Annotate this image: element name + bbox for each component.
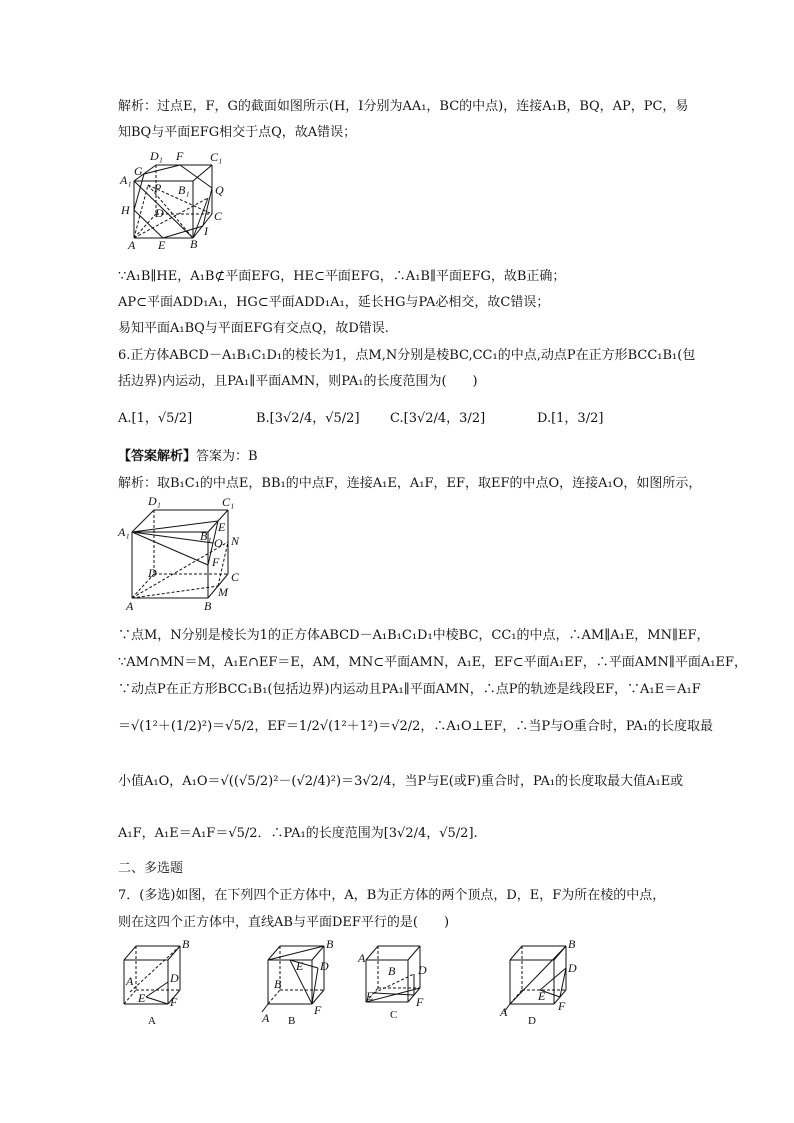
- q6-option-a: A.[1，√5/2]: [118, 411, 193, 426]
- svg-text:B: B: [182, 937, 190, 951]
- answer-text: 答案为：B: [196, 449, 258, 464]
- svg-text:D: D: [418, 963, 427, 977]
- q6-sol-line-1: 解析：取B₁C₁的中点E，BB₁的中点F，连接A₁E，A₁F，EF，取EF的中点O，连接A₁O，如图所示，: [118, 476, 702, 491]
- q6-sol-line-2: ∵点M，N分别是棱长为1的正方体ABCD－A₁B₁C₁D₁中棱BC，CC₁的中点，∴AM∥A₁E，MN∥EF，: [118, 628, 710, 643]
- q5-label: Q: [215, 183, 224, 197]
- q6-label: B₁: [200, 529, 212, 543]
- q7-caption-c: C: [390, 1009, 398, 1021]
- svg-text:B: B: [388, 964, 396, 978]
- q5-label: A₁: [120, 173, 132, 187]
- svg-text:F: F: [558, 999, 566, 1013]
- q5-label: C₁: [210, 150, 223, 164]
- svg-text:B: B: [326, 937, 334, 951]
- q7-cube-b: [262, 937, 334, 1028]
- svg-text:D: D: [170, 971, 179, 985]
- cube-figure-q5: [118, 148, 238, 256]
- q7-cube-c: [356, 940, 426, 1028]
- q6-stem-1: 6.正方体ABCD－A₁B₁C₁D₁的棱长为1，点M,N分别是棱BC,CC₁的中点,动点P在正方形BCC₁B₁(包: [118, 348, 696, 363]
- svg-text:B: B: [568, 937, 576, 951]
- q6-label: M: [218, 585, 228, 599]
- q5-label: D: [155, 206, 164, 220]
- q6-label: D: [148, 566, 157, 580]
- svg-text:E: E: [296, 959, 304, 973]
- svg-text:F: F: [170, 995, 178, 1009]
- q5-label: C: [214, 209, 223, 223]
- svg-text:D: D: [568, 961, 577, 975]
- q6-sol-line-4: ∵动点P在正方形BCC₁B₁(包括边界)内运动且PA₁∥平面AMN，∴点P的轨迹是线段EF，∵A₁E＝A₁F: [118, 682, 701, 697]
- q7-cube-a: [118, 937, 190, 1028]
- q5-label: B: [190, 237, 198, 251]
- q5-label: P: [154, 181, 162, 195]
- q6-label: E: [218, 520, 226, 534]
- q6-sol-line-5: ＝√(1²＋(1/2)²)＝√5/2，EF＝1/2√(1²＋1²)＝√2/2，∴A₁O⊥EF，∴当P与O重合时，PA₁的长度取最: [118, 719, 713, 734]
- svg-text:D: D: [320, 959, 329, 973]
- sol5-line-4: AP⊂平面ADD₁A₁，HG⊂平面ADD₁A₁，延长HG与PA必相交，故C错误；: [118, 295, 550, 310]
- section-title: 二、多选题: [118, 861, 184, 876]
- q6-sol-line-3: ∵AM∩MN＝M，A₁E∩EF＝E，AM，MN⊂平面AMN，A₁E，EF⊂平面A₁EF，∴平面AMN∥平面A₁EF，: [118, 655, 747, 670]
- q5-label: A: [128, 238, 136, 252]
- q6-label: C₁: [222, 495, 235, 509]
- q7-caption-b: B: [288, 1015, 296, 1027]
- q6-label: N: [231, 534, 240, 548]
- q7-caption-a: A: [148, 1015, 156, 1027]
- answer-tag: 【答案解析】: [118, 449, 197, 464]
- q6-sol-line-6: 小值A₁O，A₁O＝√((√5/2)²－(√2/4)²)＝3√2/4，当P与E(或F)重合时，PA₁的长度取最大值A₁E或: [118, 774, 684, 789]
- svg-text:F: F: [416, 995, 424, 1009]
- svg-text:B: B: [274, 977, 282, 991]
- q6-label: D₁: [148, 494, 161, 508]
- cube-figure-q6: [118, 494, 248, 612]
- q5-label: G: [134, 164, 143, 178]
- q7-caption-d: D: [528, 1015, 536, 1027]
- q7-stem-1: 7．(多选)如图，在下列四个正方体中，A，B为正方体的两个顶点，D，E，F为所在棱的中点，: [118, 888, 666, 903]
- sol5-line-2: 知BQ与平面EFG相交于点Q，故A错误；: [118, 125, 357, 140]
- q6-label: A: [126, 599, 134, 613]
- q5-label: F: [176, 149, 184, 163]
- q6-label: O: [214, 536, 223, 550]
- q6-option-b: B.[3√2/4，√5/2]: [256, 411, 360, 426]
- q5-label: E: [158, 238, 166, 252]
- q5-label: D₁: [150, 149, 163, 163]
- q7-stem-2: 则在这四个正方体中，直线AB与平面DEF平行的是( ): [118, 915, 450, 930]
- svg-text:A: A: [262, 1011, 270, 1025]
- q6-label: A₁: [118, 525, 130, 539]
- svg-text:A: A: [500, 1005, 508, 1019]
- sol5-line-1: 解析：过点E，F，G的截面如图所示(H，I分别为AA₁，BC的中点)，连接A₁B，BQ，AP，PC，易: [118, 99, 689, 114]
- q5-label: B₁: [178, 183, 190, 197]
- svg-text:E: E: [138, 991, 146, 1005]
- sol5-line-3: ∵A₁B∥HE，A₁B⊄平面EFG，HE⊂平面EFG，∴A₁B∥平面EFG，故B正确；: [118, 269, 566, 284]
- svg-text:A: A: [358, 951, 366, 965]
- q6-option-c: C.[3√2/4，3/2]: [390, 411, 486, 426]
- sol5-line-5: 易知平面A₁BQ与平面EFG有交点Q，故D错误.: [118, 321, 389, 336]
- q5-label: I: [204, 224, 208, 238]
- svg-text:E: E: [366, 989, 374, 1003]
- svg-text:E: E: [538, 989, 546, 1003]
- q6-label: B: [204, 599, 212, 613]
- q6-label: F: [212, 555, 220, 569]
- q5-label: H: [121, 203, 130, 217]
- q6-option-d: D.[1，3/2]: [537, 411, 604, 426]
- q6-sol-line-7: A₁F，A₁E＝A₁F＝√5/2．∴PA₁的长度范围为[3√2/4，√5/2].: [118, 826, 478, 841]
- q6-label: C: [231, 570, 240, 584]
- svg-text:F: F: [314, 1003, 322, 1017]
- q7-cube-d: [500, 937, 580, 1028]
- q6-stem-2: 括边界)内运动，且PA₁∥平面AMN，则PA₁的长度范围为( ): [118, 374, 478, 389]
- svg-text:A: A: [126, 974, 134, 988]
